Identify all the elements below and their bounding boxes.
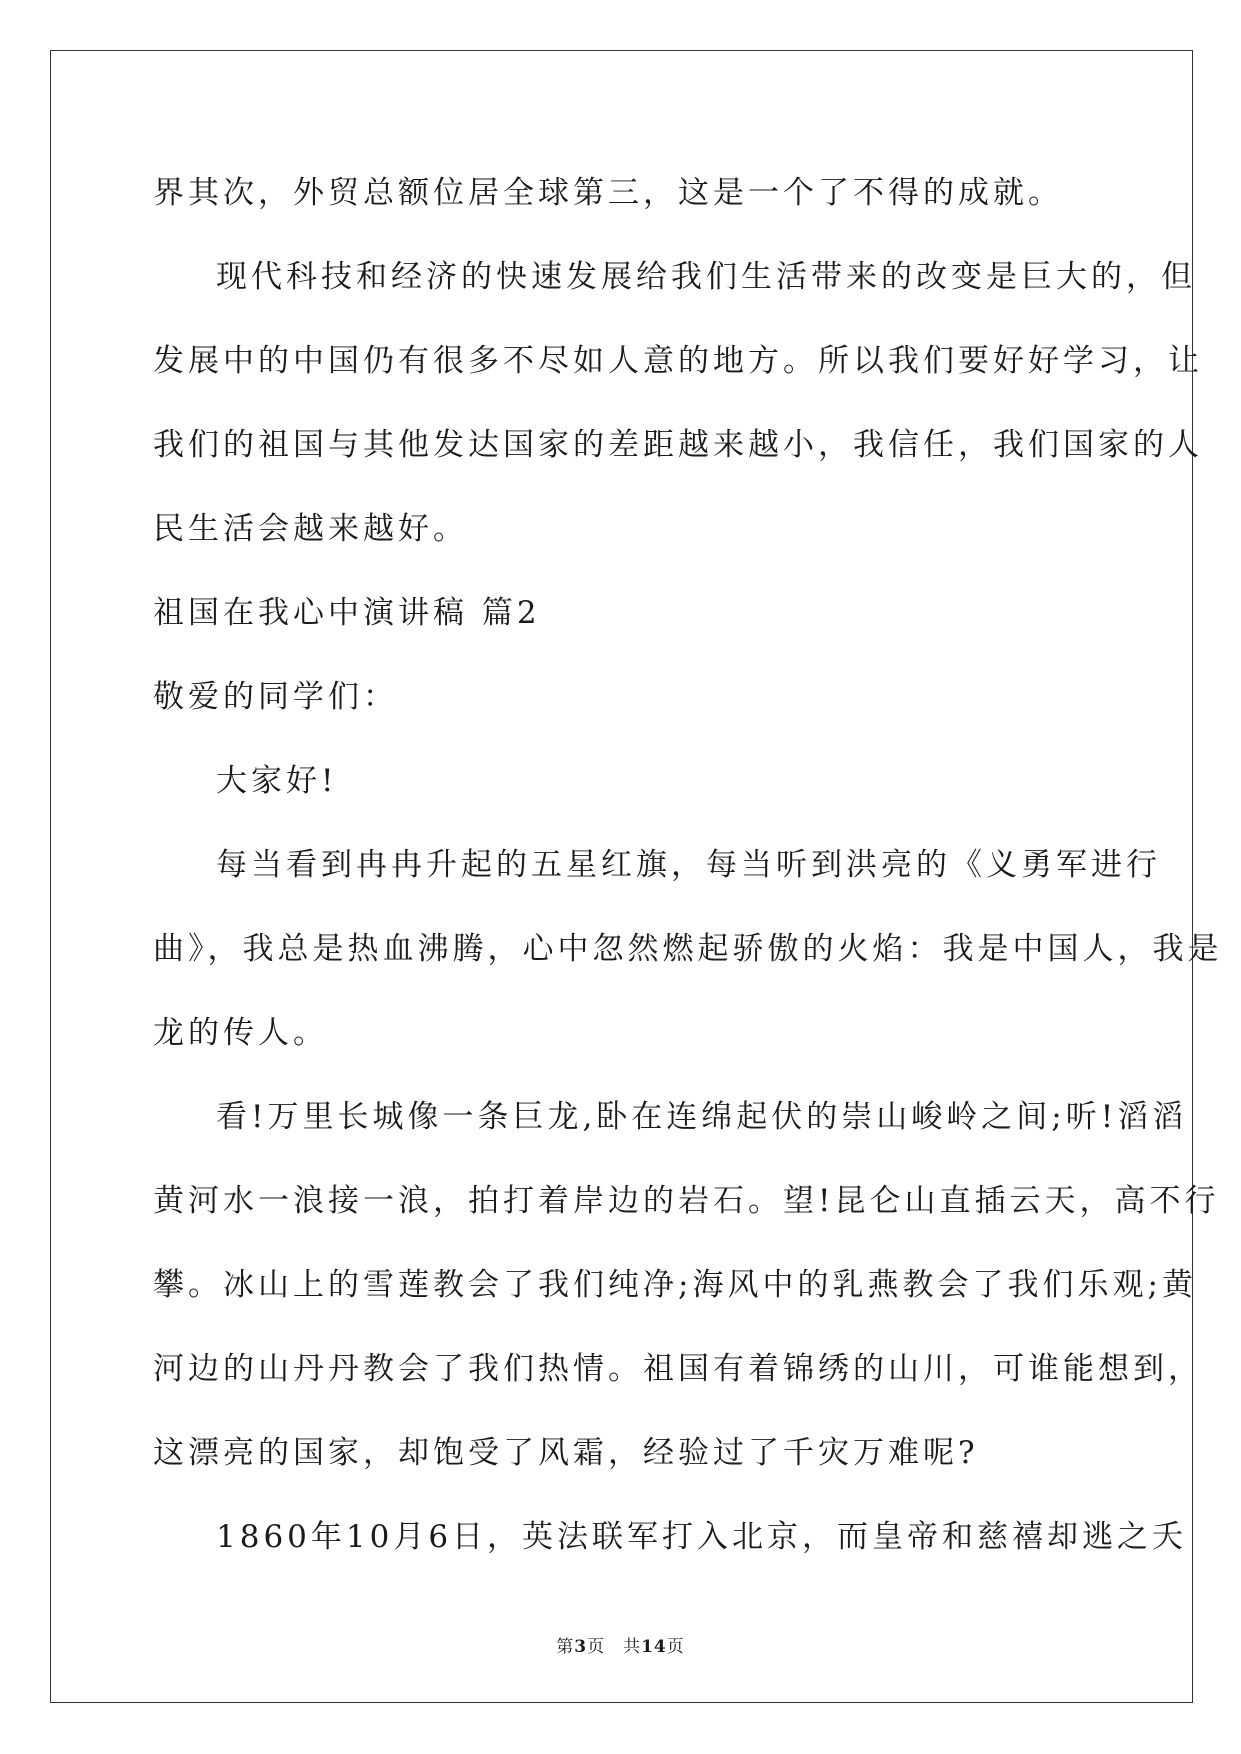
document-body <box>153 160 1223 1588</box>
section-heading: 祖国在我心中演讲稿 篇2 <box>153 595 541 631</box>
page-footer <box>0 1632 1241 1657</box>
text-line: 现代科技和经济的快速发展给我们生活带来的改变是巨大的，但 <box>216 259 1196 295</box>
text-line: 民生活会越来越好。 <box>153 511 468 547</box>
text-line: 看!万里长城像一条巨龙,卧在连绵起伏的崇山峻岭之间;听!滔滔 <box>216 1099 1188 1135</box>
text-line: 黄河水一浪接一浪，拍打着岸边的岩石。望!昆仑山直插云天，高不行 <box>153 1183 1220 1219</box>
text-line: 界其次，外贸总额位居全球第三，这是一个了不得的成就。 <box>153 175 1063 211</box>
current-page-number: 3 <box>574 1637 588 1657</box>
text-line: 这漂亮的国家，却饱受了风霜，经验过了千灾万难呢? <box>153 1435 979 1471</box>
text-line: 1860年10月6日，英法联军打入北京，而皇帝和慈禧却逃之夭 <box>216 1519 1188 1555</box>
greeting: 大家好! <box>216 763 338 799</box>
text-line: 曲》，我总是热血沸腾，心中忽然燃起骄傲的火焰：我是中国人，我是 <box>153 931 1223 967</box>
footer-prefix: 第 <box>556 1637 575 1657</box>
footer-suffix: 页 <box>666 1637 685 1657</box>
text-line: 攀。冰山上的雪莲教会了我们纯净;海风中的乳燕教会了我们乐观;黄 <box>153 1267 1197 1303</box>
text-line: 龙的传人。 <box>153 1015 328 1051</box>
text-line: 我们的祖国与其他发达国家的差距越来越小，我信任，我们国家的人 <box>153 427 1203 463</box>
footer-middle: 页 共 <box>587 1637 642 1657</box>
total-page-number: 14 <box>641 1637 667 1657</box>
text-line: 发展中的中国仍有很多不尽如人意的地方。所以我们要好好学习，让 <box>153 343 1203 379</box>
text-line: 每当看到冉冉升起的五星红旗，每当听到洪亮的《义勇军进行 <box>216 847 1161 883</box>
salutation: 敬爱的同学们： <box>153 679 398 715</box>
text-line: 河边的山丹丹教会了我们热情。祖国有着锦绣的山川，可谁能想到， <box>153 1351 1203 1387</box>
